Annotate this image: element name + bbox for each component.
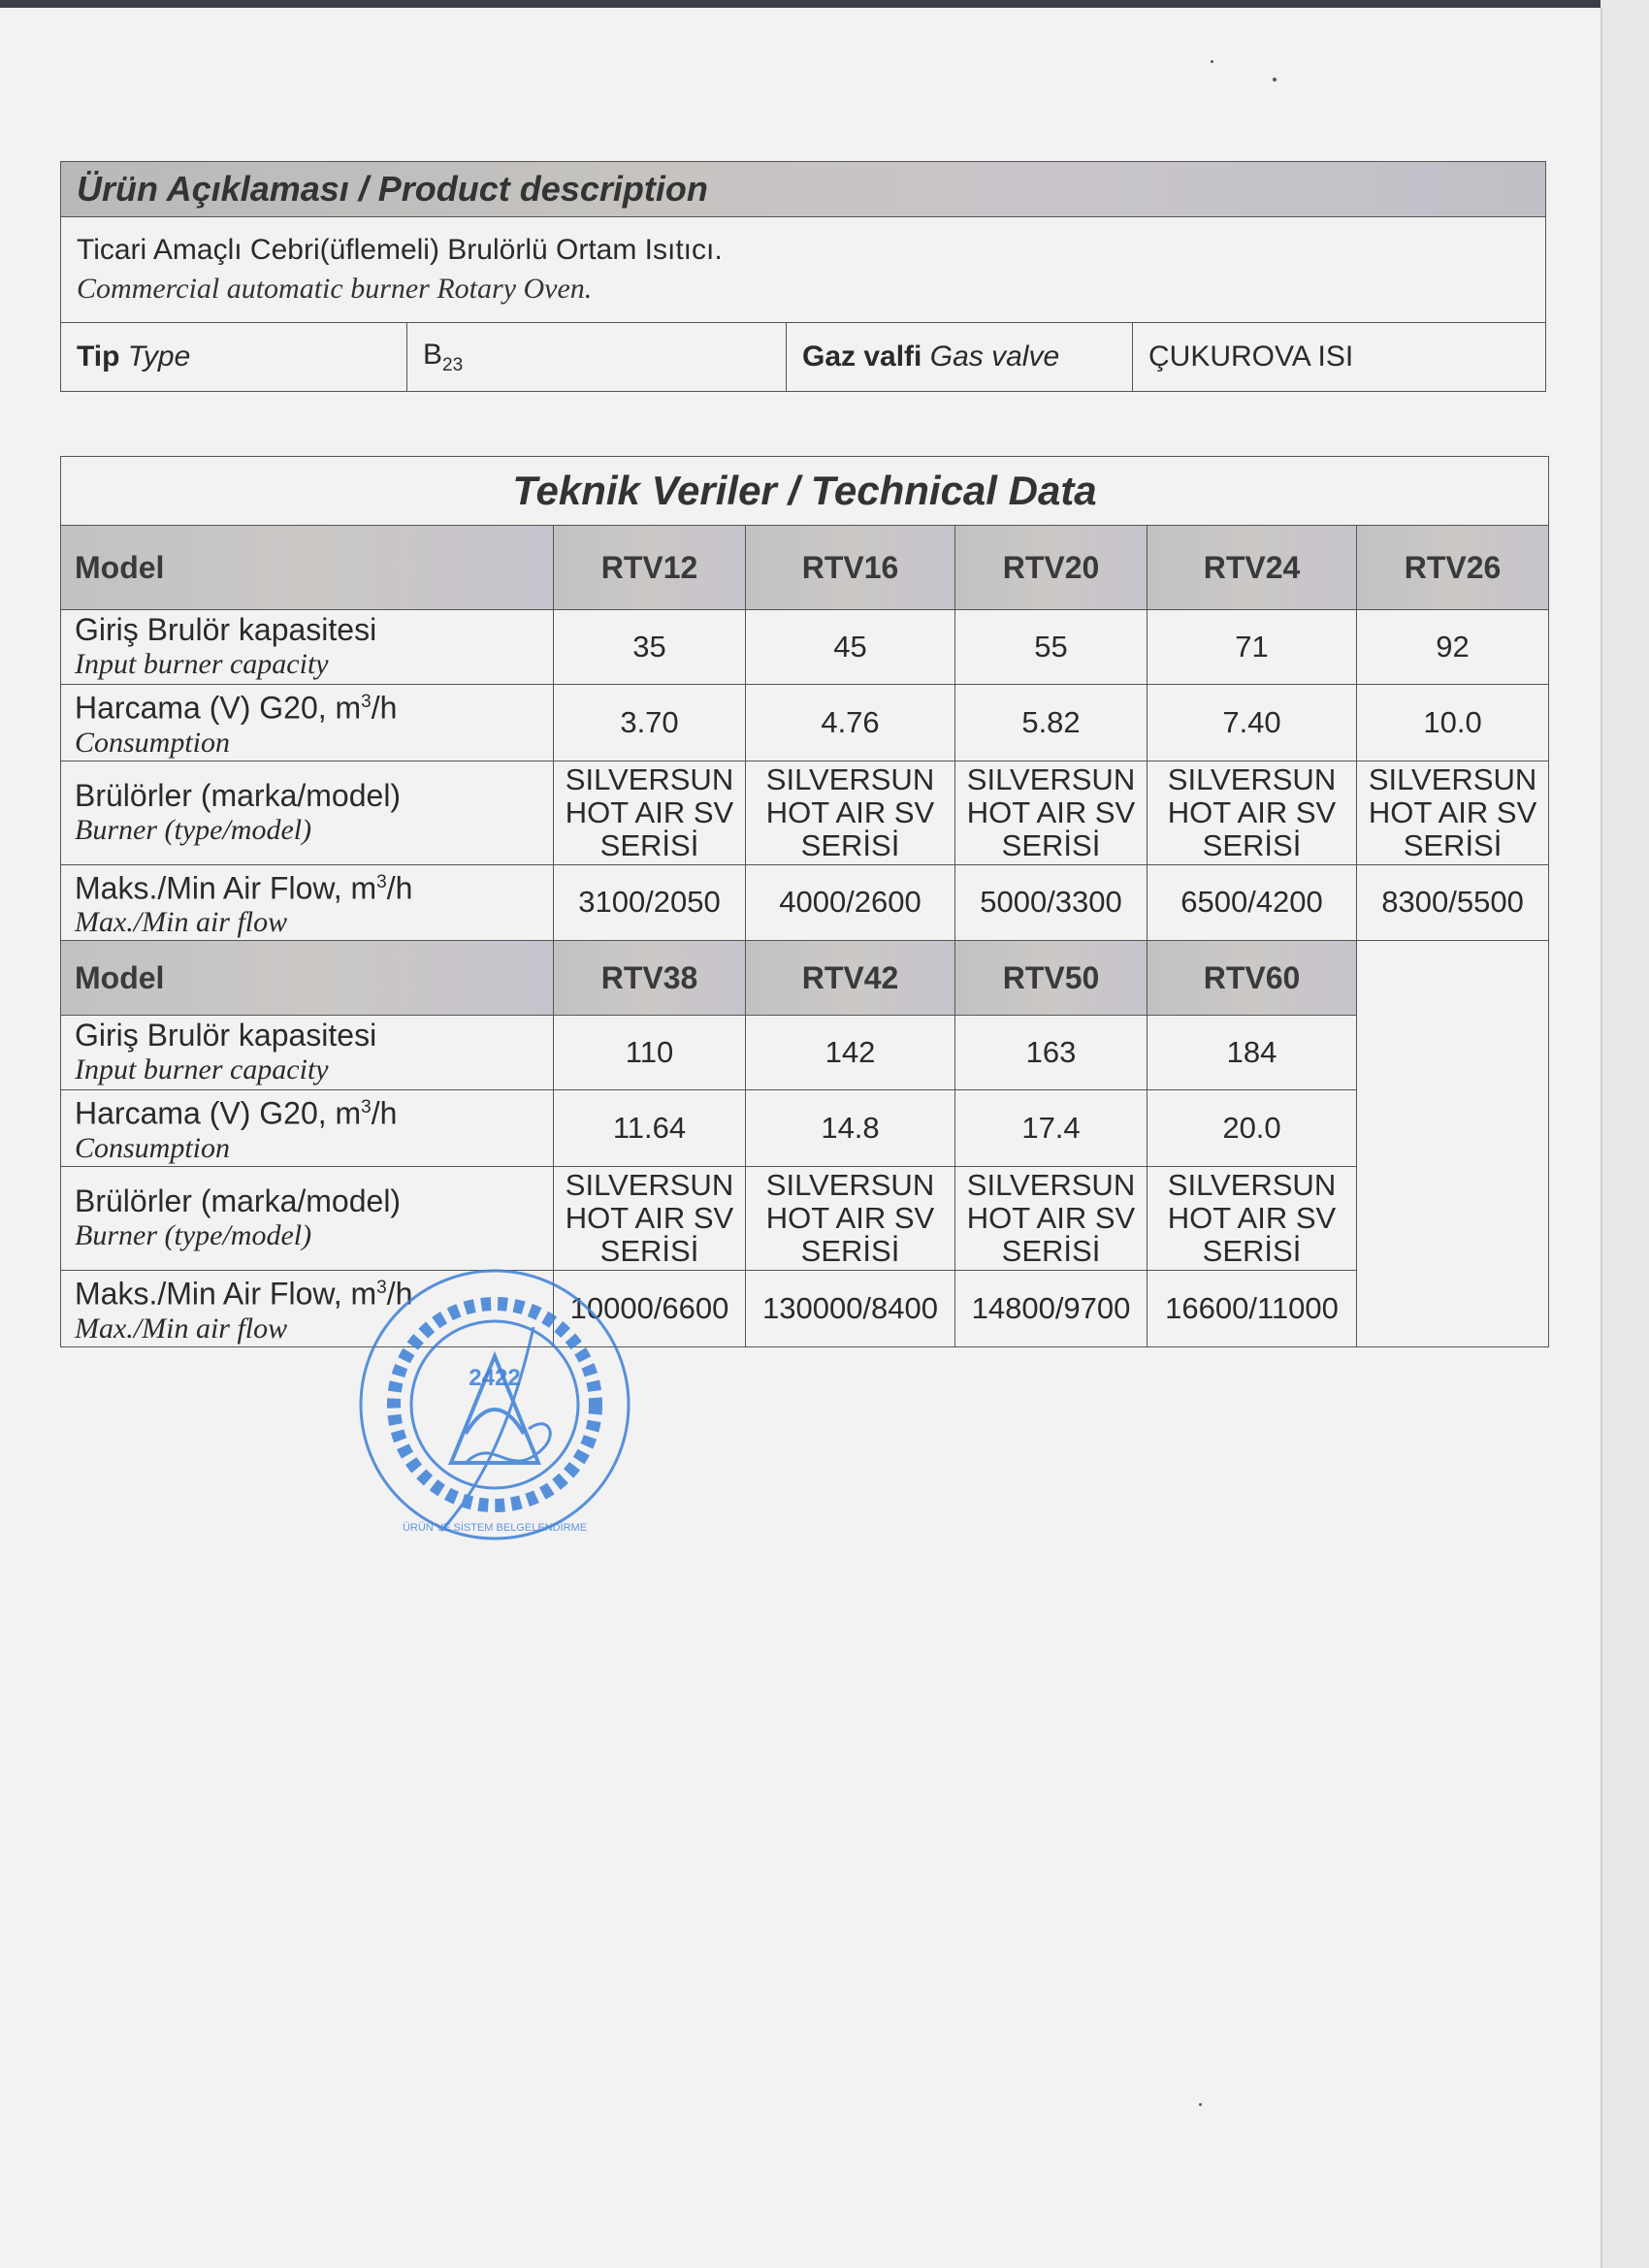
type-label-tr: Tip <box>77 340 120 373</box>
capacity-label-tr: Giriş Brulör kapasitesi <box>75 612 377 647</box>
consumption-value: 14.8 <box>746 1090 955 1167</box>
capacity-value: 142 <box>746 1016 955 1090</box>
burner-value: SILVERSUN HOT AIR SV SERİSİ <box>1357 761 1549 864</box>
model-label: Model <box>61 941 554 1016</box>
type-value: B <box>423 338 443 371</box>
burner-label-en: Burner (type/model) <box>75 813 312 846</box>
empty-cell <box>1357 941 1549 1016</box>
airflow-label-en: Max./Min air flow <box>75 906 288 939</box>
consumption-label-unit: /h <box>371 1095 398 1131</box>
valve-label-cell <box>787 323 1133 392</box>
valve-value-cell: ÇUKUROVA ISI <box>1133 323 1546 392</box>
burner-label-tr: Brülörler (marka/model) <box>75 777 402 813</box>
type-label-en: Type <box>127 340 191 373</box>
stamp-emblem-arc <box>466 1409 524 1434</box>
consumption-label-en: Consumption <box>75 1131 231 1164</box>
type-value-cell <box>407 323 787 392</box>
airflow-value: 14800/9700 <box>955 1270 1148 1346</box>
airflow-value: 130000/8400 <box>746 1270 955 1346</box>
consumption-label-sup: 3 <box>361 692 372 712</box>
capacity-label <box>61 1016 554 1090</box>
capacity-label-tr: Giriş Brulör kapasitesi <box>75 1018 377 1053</box>
type-label-cell <box>61 323 407 392</box>
capacity-row-2 <box>61 1016 1549 1090</box>
airflow-label <box>61 864 554 941</box>
capacity-label <box>61 610 554 685</box>
empty-cell <box>1357 1016 1549 1090</box>
airflow-label-sup: 3 <box>376 871 387 892</box>
burner-label <box>61 1166 554 1270</box>
scan-right-edge <box>1600 0 1649 2268</box>
airflow-label-unit: /h <box>386 870 413 906</box>
capacity-value: 35 <box>554 610 746 685</box>
burner-value: SILVERSUN HOT AIR SV SERİSİ <box>955 1166 1148 1270</box>
product-description-table <box>60 161 1546 392</box>
empty-cell <box>1357 1270 1549 1346</box>
consumption-value: 17.4 <box>955 1090 1148 1167</box>
stamp-emblem-triangle <box>451 1356 538 1463</box>
model-name: RTV12 <box>554 526 746 610</box>
empty-cell <box>1357 1166 1549 1270</box>
burner-label <box>61 761 554 864</box>
airflow-value: 6500/4200 <box>1148 864 1357 941</box>
stamp-ring-text: ÜRÜN VE SİSTEM BELGELENDİRME <box>402 1522 588 1534</box>
consumption-label-en: Consumption <box>75 726 231 759</box>
description-english: Commercial automatic burner Rotary Oven. <box>77 273 593 305</box>
airflow-label-text: Maks./Min Air Flow, m <box>75 870 377 906</box>
airflow-row-2 <box>61 1270 1549 1346</box>
capacity-value: 110 <box>554 1016 746 1090</box>
scan-speck <box>1273 78 1277 81</box>
consumption-row-2 <box>61 1090 1549 1167</box>
capacity-value: 92 <box>1357 610 1549 685</box>
burner-value: SILVERSUN HOT AIR SV SERİSİ <box>955 761 1148 864</box>
model-header-row-2 <box>61 941 1549 1016</box>
empty-cell <box>1357 1090 1549 1167</box>
model-name: RTV20 <box>955 526 1148 610</box>
airflow-value: 4000/2600 <box>746 864 955 941</box>
airflow-label-en: Max./Min air flow <box>75 1312 288 1345</box>
product-description-text <box>61 217 1546 323</box>
consumption-value: 5.82 <box>955 685 1148 761</box>
burner-value: SILVERSUN HOT AIR SV SERİSİ <box>746 761 955 864</box>
stamp-number: 2422 <box>469 1365 521 1391</box>
airflow-label-tr <box>75 1271 553 1312</box>
signature-stroke <box>441 1327 534 1531</box>
valve-label-tr: Gaz valfi <box>802 340 922 373</box>
capacity-value: 163 <box>955 1016 1148 1090</box>
model-name: RTV38 <box>554 941 746 1016</box>
capacity-row-1 <box>61 610 1549 685</box>
model-name: RTV24 <box>1148 526 1357 610</box>
document-page <box>0 8 1602 2268</box>
scan-speck <box>1211 60 1213 63</box>
type-value-subscript: 23 <box>442 354 464 375</box>
capacity-value: 184 <box>1148 1016 1357 1090</box>
burner-value: SILVERSUN HOT AIR SV SERİSİ <box>746 1166 955 1270</box>
burner-row-2 <box>61 1166 1549 1270</box>
airflow-value: 5000/3300 <box>955 864 1148 941</box>
capacity-label-en: Input burner capacity <box>75 1053 329 1086</box>
airflow-value: 3100/2050 <box>554 864 746 941</box>
consumption-value: 3.70 <box>554 685 746 761</box>
consumption-value: 7.40 <box>1148 685 1357 761</box>
consumption-value: 11.64 <box>554 1090 746 1167</box>
airflow-label <box>61 1270 554 1346</box>
model-label: Model <box>61 526 554 610</box>
burner-row-1 <box>61 761 1549 864</box>
model-name: RTV26 <box>1357 526 1549 610</box>
technical-data-table <box>60 456 1549 1347</box>
airflow-row-1 <box>61 864 1549 941</box>
consumption-value: 20.0 <box>1148 1090 1357 1167</box>
airflow-label-unit: /h <box>386 1276 413 1312</box>
consumption-label-text: Harcama (V) G20, m <box>75 1095 362 1131</box>
airflow-value: 10000/6600 <box>554 1270 746 1346</box>
consumption-label-sup: 3 <box>361 1097 372 1118</box>
consumption-value: 10.0 <box>1357 685 1549 761</box>
model-header-row-1 <box>61 526 1549 610</box>
burner-label-en: Burner (type/model) <box>75 1218 312 1251</box>
model-name: RTV42 <box>746 941 955 1016</box>
airflow-label-text: Maks./Min Air Flow, m <box>75 1276 377 1312</box>
consumption-label <box>61 685 554 761</box>
model-name: RTV16 <box>746 526 955 610</box>
capacity-value: 45 <box>746 610 955 685</box>
burner-label-tr: Brülörler (marka/model) <box>75 1183 402 1218</box>
signature-loop <box>466 1424 550 1463</box>
scan-top-edge <box>0 0 1649 8</box>
burner-value: SILVERSUN HOT AIR SV SERİSİ <box>554 1166 746 1270</box>
capacity-label-en: Input burner capacity <box>75 648 329 680</box>
burner-value: SILVERSUN HOT AIR SV SERİSİ <box>1148 1166 1357 1270</box>
scan-speck <box>1199 2103 1202 2106</box>
airflow-label-sup: 3 <box>376 1277 387 1298</box>
consumption-label-tr <box>75 1090 553 1131</box>
capacity-value: 55 <box>955 610 1148 685</box>
valve-label-en: Gas valve <box>929 340 1060 373</box>
consumption-label-tr <box>75 685 553 726</box>
airflow-label-tr <box>75 865 553 906</box>
airflow-value: 8300/5500 <box>1357 864 1549 941</box>
description-turkish: Ticari Amaçlı Cebri(üflemeli) Brulörlü Ortam Isıtıcı. <box>77 234 723 266</box>
burner-value: SILVERSUN HOT AIR SV SERİSİ <box>1148 761 1357 864</box>
model-name: RTV50 <box>955 941 1148 1016</box>
consumption-label <box>61 1090 554 1167</box>
consumption-row-1 <box>61 685 1549 761</box>
airflow-value: 16600/11000 <box>1148 1270 1357 1346</box>
model-name: RTV60 <box>1148 941 1357 1016</box>
burner-value: SILVERSUN HOT AIR SV SERİSİ <box>554 761 746 864</box>
capacity-value: 71 <box>1148 610 1357 685</box>
technical-data-title: Teknik Veriler / Technical Data <box>61 457 1549 526</box>
consumption-label-text: Harcama (V) G20, m <box>75 690 362 726</box>
product-description-heading: Ürün Açıklaması / Product description <box>61 162 1546 217</box>
consumption-value: 4.76 <box>746 685 955 761</box>
consumption-label-unit: /h <box>371 690 398 726</box>
